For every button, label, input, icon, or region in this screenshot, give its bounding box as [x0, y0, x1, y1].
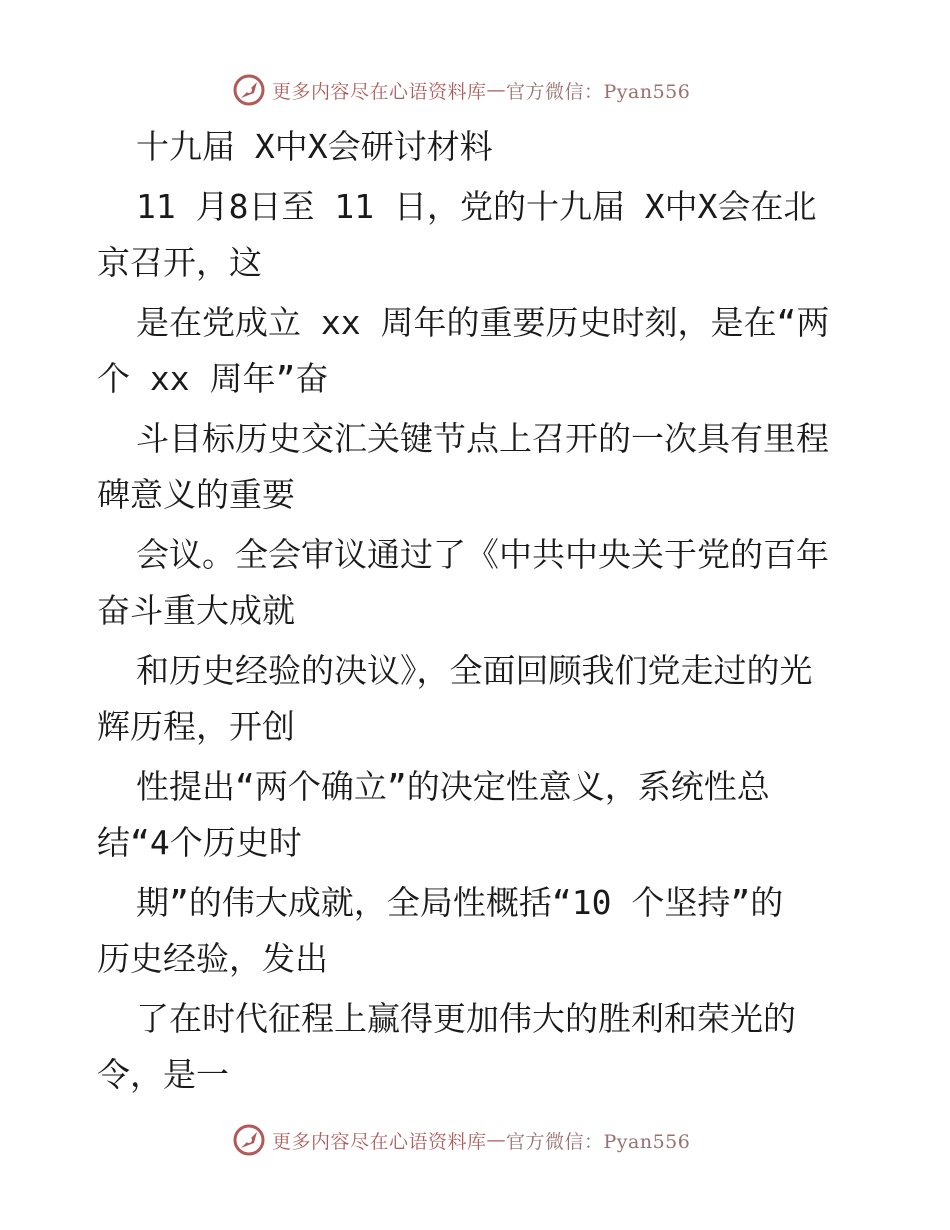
text-line: 碑意义的重要	[97, 475, 295, 514]
text-line: 11 月8日至 11 日，党的十九届 X中X会在北	[136, 187, 817, 226]
quill-logo-icon	[232, 73, 266, 107]
text-line: 历史经验，发出	[97, 939, 328, 978]
banner-library-text: 更多内容尽在心语资料库	[272, 1130, 487, 1153]
quill-logo-icon	[232, 1123, 266, 1157]
footer-banner[interactable]	[232, 1122, 752, 1158]
document-title: 十九届 X中X会研讨材料	[136, 127, 493, 166]
text-line: 个 xx 周年”奋	[97, 359, 329, 398]
banner-library-text: 更多内容尽在心语资料库	[272, 80, 487, 103]
banner-separator: —	[486, 1129, 507, 1151]
banner-separator: —	[486, 79, 507, 101]
text-line: 了在时代征程上赢得更加伟大的胜利和荣光的	[136, 999, 796, 1038]
text-line: 期”的伟大成就，全局性概括“10 个坚持”的	[136, 883, 784, 922]
text-line: 辉历程，开创	[97, 707, 295, 746]
text-line: 奋斗重大成就	[97, 591, 295, 630]
text-line: 会议。全会审议通过了《中共中央关于党的百年	[136, 535, 829, 574]
header-banner[interactable]	[232, 72, 752, 108]
text-line: 和历史经验的决议》，全面回顾我们党走过的光	[136, 651, 813, 690]
text-line: 是在党成立 xx 周年的重要历史时刻，是在“两	[136, 303, 830, 342]
text-line: 令，是一	[97, 1055, 229, 1094]
banner-wechat-text: 官方微信：Pyan556	[506, 80, 691, 103]
banner-wechat-text: 官方微信：Pyan556	[506, 1130, 691, 1153]
text-line: 结“4个历史时	[97, 823, 302, 862]
text-line: 斗目标历史交汇关键节点上召开的一次具有里程	[136, 419, 829, 458]
text-line: 京召开，这	[97, 243, 262, 282]
text-line: 性提出“两个确立”的决定性意义，系统性总	[136, 767, 770, 806]
